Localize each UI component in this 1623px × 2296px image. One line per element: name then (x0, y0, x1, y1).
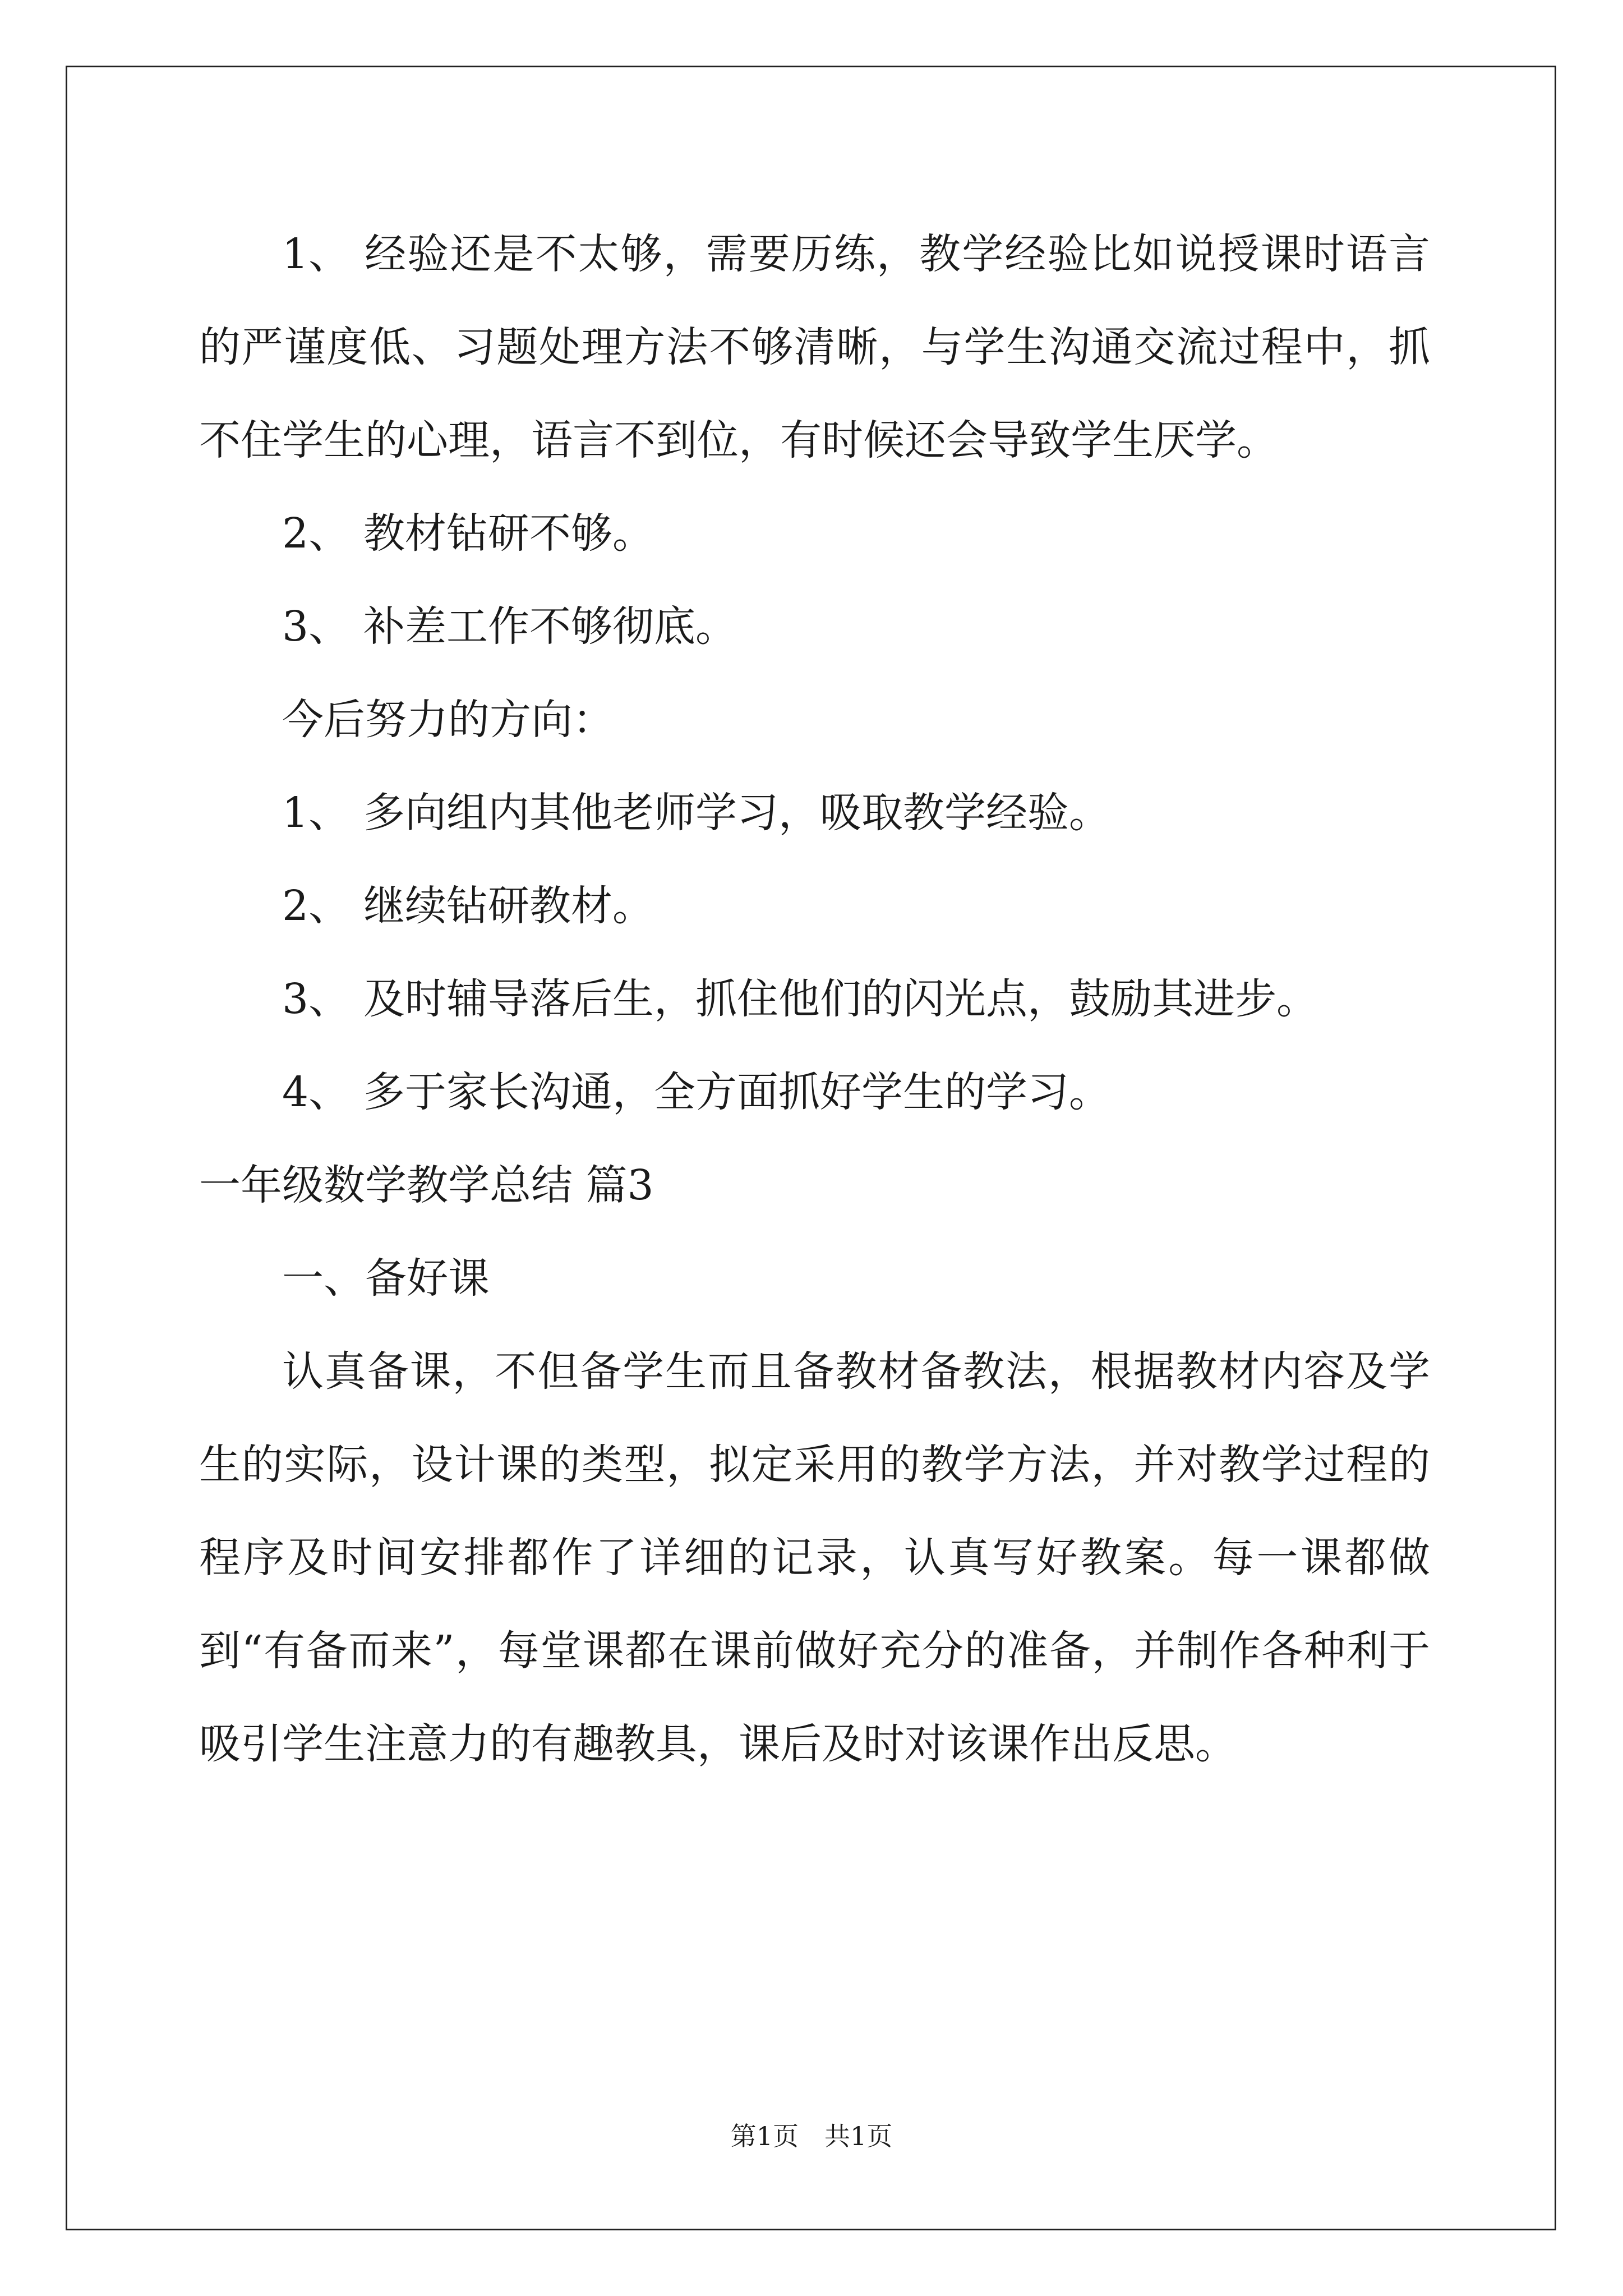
list-number: 1、 (282, 230, 351, 278)
list-number: 3、 (282, 602, 351, 651)
paragraph-text: 经验还是不太够，需要历练，教学经验比如说授课时语言的严谨度低、习题处理方法不够清晰，与学生沟通交流过程中，抓不住学生的心理，语言不到位，有时候还会导致学生厌学。 (199, 230, 1430, 464)
paragraph-direction-3 (199, 953, 1430, 1046)
paragraph-text: 今后努力的方向： (282, 696, 614, 744)
list-number: 4、 (282, 1068, 351, 1116)
list-number: 2、 (282, 509, 351, 558)
section-subheading: 一、备好课 (282, 1254, 490, 1303)
paragraph-text: 教材钻研不够。 (363, 509, 654, 558)
paragraph-text: 继续钻研教材。 (363, 882, 654, 930)
paragraph-direction-1 (199, 766, 1430, 859)
paragraph-weakness-2 (199, 487, 1430, 580)
page-footer: 第1页 共1页 (730, 2121, 893, 2151)
document-body (199, 208, 1430, 1791)
list-number: 2、 (282, 882, 351, 930)
paragraph-direction-2 (199, 859, 1430, 953)
paragraph-weakness-3 (199, 580, 1430, 673)
list-number: 1、 (282, 789, 351, 837)
paragraph-text: 及时辅导落后生，抓住他们的闪光点，鼓励其进步。 (363, 975, 1318, 1023)
section-paragraph: 认真备课，不但备学生而且备教材备教法，根据教材内容及学生的实际，设计课的类型，拟定采用的教学方法，并对教学过程的程序及时间安排都作了详细的记录，认真写好教案。每一课都做到“有备而来”，每堂课都在课前做好充分的准备，并制作各种利于吸引学生注意力的有趣教具，课后及时对该课作出反思。 (199, 1347, 1430, 1768)
paragraph-direction-4 (199, 1046, 1430, 1139)
list-number: 3、 (282, 975, 351, 1023)
paragraph-text: 补差工作不够彻底。 (363, 602, 737, 651)
paragraph-text: 多于家长沟通，全方面抓好学生的学习。 (363, 1068, 1110, 1116)
section-title: 一年级数学教学总结 篇3 (199, 1161, 654, 1209)
paragraph-text: 多向组内其他老师学习，吸取教学经验。 (363, 789, 1110, 837)
paragraph-weakness-1 (199, 208, 1430, 487)
paragraph-direction-heading (199, 673, 1430, 766)
